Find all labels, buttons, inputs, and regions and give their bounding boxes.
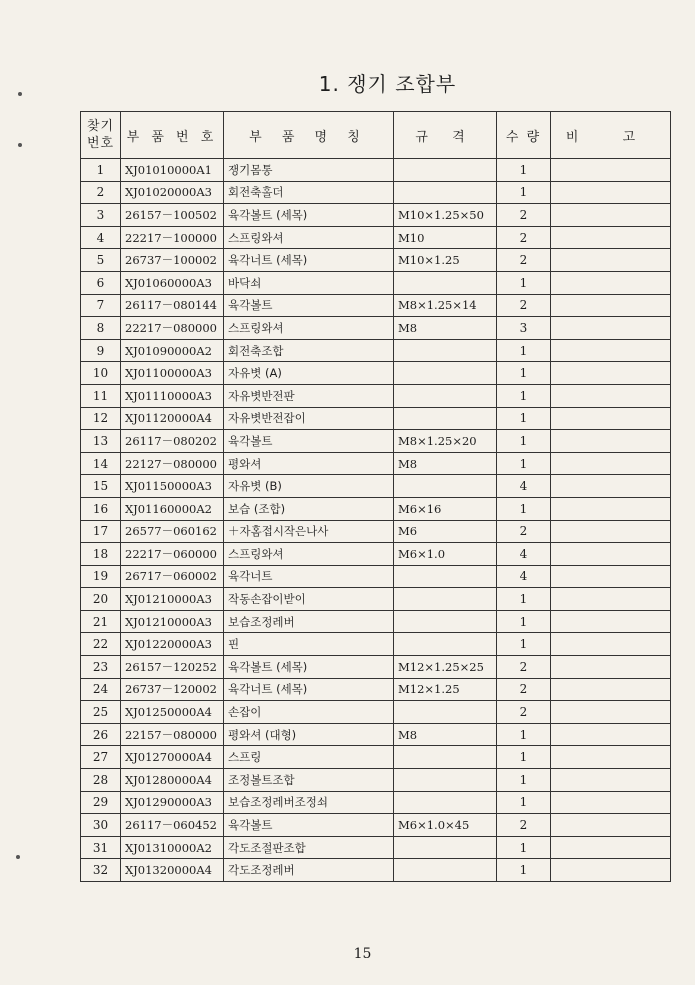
spec-cell: M6×16: [394, 497, 497, 520]
part-code-cell: 22217－060000: [121, 543, 224, 566]
spec-cell: M10×1.25×50: [394, 204, 497, 227]
quantity-cell: 4: [497, 543, 551, 566]
table-row: [81, 723, 671, 746]
quantity-cell: 1: [497, 588, 551, 611]
part-number-cell: 31: [81, 836, 121, 859]
part-name-cell: 보습조정레버조정쇠: [224, 791, 394, 814]
part-number-cell: 15: [81, 475, 121, 498]
part-name-cell: 육각볼트: [224, 814, 394, 837]
spec-cell: [394, 565, 497, 588]
note-cell: [551, 339, 671, 362]
quantity-cell: 2: [497, 701, 551, 724]
part-code-cell: 26157－120252: [121, 656, 224, 679]
spec-cell: [394, 362, 497, 385]
quantity-cell: 1: [497, 723, 551, 746]
quantity-cell: 1: [497, 384, 551, 407]
part-number-cell: 12: [81, 407, 121, 430]
spec-cell: [394, 407, 497, 430]
note-cell: [551, 610, 671, 633]
note-cell: [551, 407, 671, 430]
part-code-cell: 26737－120002: [121, 678, 224, 701]
table-row: [81, 384, 671, 407]
quantity-cell: 1: [497, 859, 551, 882]
note-cell: [551, 362, 671, 385]
spec-cell: M10: [394, 226, 497, 249]
part-name-cell: 작동손잡이받이: [224, 588, 394, 611]
table-row: [81, 339, 671, 362]
part-number-cell: 20: [81, 588, 121, 611]
part-name-cell: 육각볼트 (세목): [224, 204, 394, 227]
note-cell: [551, 159, 671, 182]
part-number-cell: 9: [81, 339, 121, 362]
quantity-cell: 1: [497, 452, 551, 475]
part-name-cell: 육각볼트: [224, 430, 394, 453]
quantity-cell: 1: [497, 430, 551, 453]
quantity-cell: 2: [497, 294, 551, 317]
table-row: [81, 610, 671, 633]
table-row: [81, 678, 671, 701]
note-cell: [551, 520, 671, 543]
spec-cell: [394, 769, 497, 792]
part-number-cell: 24: [81, 678, 121, 701]
table-row: [81, 159, 671, 182]
parts-table: [80, 111, 671, 882]
quantity-cell: 1: [497, 836, 551, 859]
table-row: [81, 814, 671, 837]
part-number-cell: 18: [81, 543, 121, 566]
note-cell: [551, 204, 671, 227]
note-cell: [551, 791, 671, 814]
part-name-cell: 육각너트 (세목): [224, 678, 394, 701]
quantity-cell: 1: [497, 610, 551, 633]
part-code-cell: 26117－080202: [121, 430, 224, 453]
table-row: [81, 588, 671, 611]
part-code-cell: 22127－080000: [121, 452, 224, 475]
table-row: [81, 249, 671, 272]
part-number-cell: 10: [81, 362, 121, 385]
spec-cell: M12×1.25: [394, 678, 497, 701]
quantity-cell: 1: [497, 181, 551, 204]
note-cell: [551, 384, 671, 407]
part-name-cell: ＋자홈접시작은나사: [224, 520, 394, 543]
table-row: [81, 543, 671, 566]
note-cell: [551, 836, 671, 859]
part-name-cell: 자유볏반전판: [224, 384, 394, 407]
part-number-cell: 22: [81, 633, 121, 656]
quantity-cell: 2: [497, 520, 551, 543]
spec-cell: M8×1.25×14: [394, 294, 497, 317]
spec-cell: [394, 610, 497, 633]
part-number-cell: 32: [81, 859, 121, 882]
part-code-cell: XJ01160000A2: [121, 497, 224, 520]
part-number-cell: 23: [81, 656, 121, 679]
table-row: [81, 701, 671, 724]
part-number-cell: 11: [81, 384, 121, 407]
header-spec: 규 격: [394, 112, 497, 159]
note-cell: [551, 701, 671, 724]
part-number-cell: 25: [81, 701, 121, 724]
header-code: 부 품 번 호: [121, 112, 224, 159]
quantity-cell: 1: [497, 769, 551, 792]
table-row: [81, 204, 671, 227]
part-code-cell: XJ01210000A3: [121, 588, 224, 611]
part-code-cell: 26717－060002: [121, 565, 224, 588]
note-cell: [551, 769, 671, 792]
note-cell: [551, 497, 671, 520]
part-code-cell: XJ01210000A3: [121, 610, 224, 633]
part-name-cell: 회전축홀더: [224, 181, 394, 204]
note-cell: [551, 430, 671, 453]
table-row: [81, 836, 671, 859]
spec-cell: M8×1.25×20: [394, 430, 497, 453]
quantity-cell: 2: [497, 249, 551, 272]
part-number-cell: 29: [81, 791, 121, 814]
table-row: [81, 317, 671, 340]
part-name-cell: 자유볏반전잡이: [224, 407, 394, 430]
part-name-cell: 핀: [224, 633, 394, 656]
note-cell: [551, 633, 671, 656]
part-code-cell: XJ01150000A3: [121, 475, 224, 498]
table-row: [81, 791, 671, 814]
page-number: 15: [353, 946, 372, 962]
part-code-cell: 22217－100000: [121, 226, 224, 249]
spec-cell: [394, 475, 497, 498]
quantity-cell: 1: [497, 339, 551, 362]
table-row: [81, 565, 671, 588]
table-row: [81, 656, 671, 679]
part-code-cell: XJ01220000A3: [121, 633, 224, 656]
spec-cell: M6: [394, 520, 497, 543]
table-row: [81, 520, 671, 543]
part-code-cell: 26577－060162: [121, 520, 224, 543]
table-row: [81, 452, 671, 475]
note-cell: [551, 814, 671, 837]
part-name-cell: 육각너트: [224, 565, 394, 588]
part-code-cell: 26737－100002: [121, 249, 224, 272]
quantity-cell: 1: [497, 159, 551, 182]
part-code-cell: 22157－080000: [121, 723, 224, 746]
part-name-cell: 평와셔: [224, 452, 394, 475]
header-name: 부 품 명 칭: [224, 112, 394, 159]
note-cell: [551, 543, 671, 566]
table-row: [81, 497, 671, 520]
part-name-cell: 스프링와셔: [224, 317, 394, 340]
spec-cell: [394, 384, 497, 407]
quantity-cell: 3: [497, 317, 551, 340]
spec-cell: M6×1.0×45: [394, 814, 497, 837]
part-name-cell: 각도조정레버: [224, 859, 394, 882]
note-cell: [551, 226, 671, 249]
table-row: [81, 271, 671, 294]
part-code-cell: 26117－060452: [121, 814, 224, 837]
punch-mark: [16, 855, 20, 859]
quantity-cell: 2: [497, 678, 551, 701]
spec-cell: M8: [394, 317, 497, 340]
header-qty: 수 량: [497, 112, 551, 159]
note-cell: [551, 317, 671, 340]
note-cell: [551, 452, 671, 475]
quantity-cell: 2: [497, 226, 551, 249]
table-row: [81, 294, 671, 317]
part-code-cell: XJ01090000A2: [121, 339, 224, 362]
part-number-cell: 5: [81, 249, 121, 272]
part-code-cell: XJ01310000A2: [121, 836, 224, 859]
part-number-cell: 6: [81, 271, 121, 294]
parts-table-body: [81, 159, 671, 882]
spec-cell: [394, 159, 497, 182]
part-number-cell: 14: [81, 452, 121, 475]
header-no: 찾기번호: [81, 112, 121, 159]
part-name-cell: 보습조정레버: [224, 610, 394, 633]
table-row: [81, 226, 671, 249]
part-name-cell: 쟁기몸통: [224, 159, 394, 182]
table-row: [81, 407, 671, 430]
quantity-cell: 4: [497, 475, 551, 498]
note-cell: [551, 475, 671, 498]
part-code-cell: 26117－080144: [121, 294, 224, 317]
note-cell: [551, 746, 671, 769]
note-cell: [551, 294, 671, 317]
part-name-cell: 스프링와셔: [224, 226, 394, 249]
spec-cell: [394, 588, 497, 611]
table-row: [81, 859, 671, 882]
note-cell: [551, 678, 671, 701]
part-number-cell: 30: [81, 814, 121, 837]
quantity-cell: 1: [497, 271, 551, 294]
part-number-cell: 26: [81, 723, 121, 746]
quantity-cell: 2: [497, 656, 551, 679]
part-name-cell: 평와셔 (대형): [224, 723, 394, 746]
part-name-cell: 손잡이: [224, 701, 394, 724]
note-cell: [551, 181, 671, 204]
part-name-cell: 바닥쇠: [224, 271, 394, 294]
part-name-cell: 보습 (조합): [224, 497, 394, 520]
spec-cell: M8: [394, 723, 497, 746]
note-cell: [551, 588, 671, 611]
spec-cell: [394, 701, 497, 724]
part-name-cell: 스프링와셔: [224, 543, 394, 566]
note-cell: [551, 859, 671, 882]
spec-cell: [394, 633, 497, 656]
part-code-cell: XJ01010000A1: [121, 159, 224, 182]
part-number-cell: 1: [81, 159, 121, 182]
quantity-cell: 2: [497, 204, 551, 227]
quantity-cell: 1: [497, 791, 551, 814]
note-cell: [551, 249, 671, 272]
spec-cell: [394, 746, 497, 769]
table-row: [81, 362, 671, 385]
spec-cell: M6×1.0: [394, 543, 497, 566]
part-number-cell: 19: [81, 565, 121, 588]
part-number-cell: 7: [81, 294, 121, 317]
table-header-row: [81, 112, 671, 159]
part-name-cell: 육각볼트: [224, 294, 394, 317]
part-number-cell: 3: [81, 204, 121, 227]
quantity-cell: 4: [497, 565, 551, 588]
quantity-cell: 1: [497, 746, 551, 769]
spec-cell: M8: [394, 452, 497, 475]
table-row: [81, 769, 671, 792]
punch-mark: [18, 143, 22, 147]
part-number-cell: 4: [81, 226, 121, 249]
table-row: [81, 746, 671, 769]
page-title: 1. 쟁기 조합부: [318, 72, 457, 96]
part-name-cell: 회전축조합: [224, 339, 394, 362]
part-number-cell: 13: [81, 430, 121, 453]
quantity-cell: 1: [497, 362, 551, 385]
part-number-cell: 16: [81, 497, 121, 520]
spec-cell: [394, 181, 497, 204]
spec-cell: [394, 791, 497, 814]
part-name-cell: 육각너트 (세목): [224, 249, 394, 272]
spec-cell: [394, 271, 497, 294]
part-name-cell: 조정볼트조합: [224, 769, 394, 792]
note-cell: [551, 271, 671, 294]
part-number-cell: 21: [81, 610, 121, 633]
part-code-cell: XJ01110000A3: [121, 384, 224, 407]
part-name-cell: 스프링: [224, 746, 394, 769]
spec-cell: [394, 859, 497, 882]
spec-cell: [394, 339, 497, 362]
part-code-cell: XJ01100000A3: [121, 362, 224, 385]
note-cell: [551, 656, 671, 679]
spec-cell: [394, 836, 497, 859]
part-code-cell: XJ01120000A4: [121, 407, 224, 430]
part-code-cell: 26157－100502: [121, 204, 224, 227]
quantity-cell: 1: [497, 407, 551, 430]
part-number-cell: 8: [81, 317, 121, 340]
part-code-cell: XJ01270000A4: [121, 746, 224, 769]
part-number-cell: 28: [81, 769, 121, 792]
part-code-cell: XJ01280000A4: [121, 769, 224, 792]
part-number-cell: 17: [81, 520, 121, 543]
table-row: [81, 633, 671, 656]
table-row: [81, 475, 671, 498]
part-code-cell: XJ01290000A3: [121, 791, 224, 814]
part-name-cell: 자유볏 (B): [224, 475, 394, 498]
part-code-cell: XJ01250000A4: [121, 701, 224, 724]
spec-cell: M10×1.25: [394, 249, 497, 272]
note-cell: [551, 723, 671, 746]
note-cell: [551, 565, 671, 588]
table-row: [81, 181, 671, 204]
part-code-cell: XJ01020000A3: [121, 181, 224, 204]
part-code-cell: 22217－080000: [121, 317, 224, 340]
part-number-cell: 2: [81, 181, 121, 204]
quantity-cell: 2: [497, 814, 551, 837]
header-note: 비 고: [551, 112, 671, 159]
quantity-cell: 1: [497, 497, 551, 520]
part-code-cell: XJ01060000A3: [121, 271, 224, 294]
part-number-cell: 27: [81, 746, 121, 769]
quantity-cell: 1: [497, 633, 551, 656]
part-name-cell: 육각볼트 (세목): [224, 656, 394, 679]
table-row: [81, 430, 671, 453]
part-name-cell: 자유볏 (A): [224, 362, 394, 385]
spec-cell: M12×1.25×25: [394, 656, 497, 679]
part-code-cell: XJ01320000A4: [121, 859, 224, 882]
part-name-cell: 각도조절판조합: [224, 836, 394, 859]
